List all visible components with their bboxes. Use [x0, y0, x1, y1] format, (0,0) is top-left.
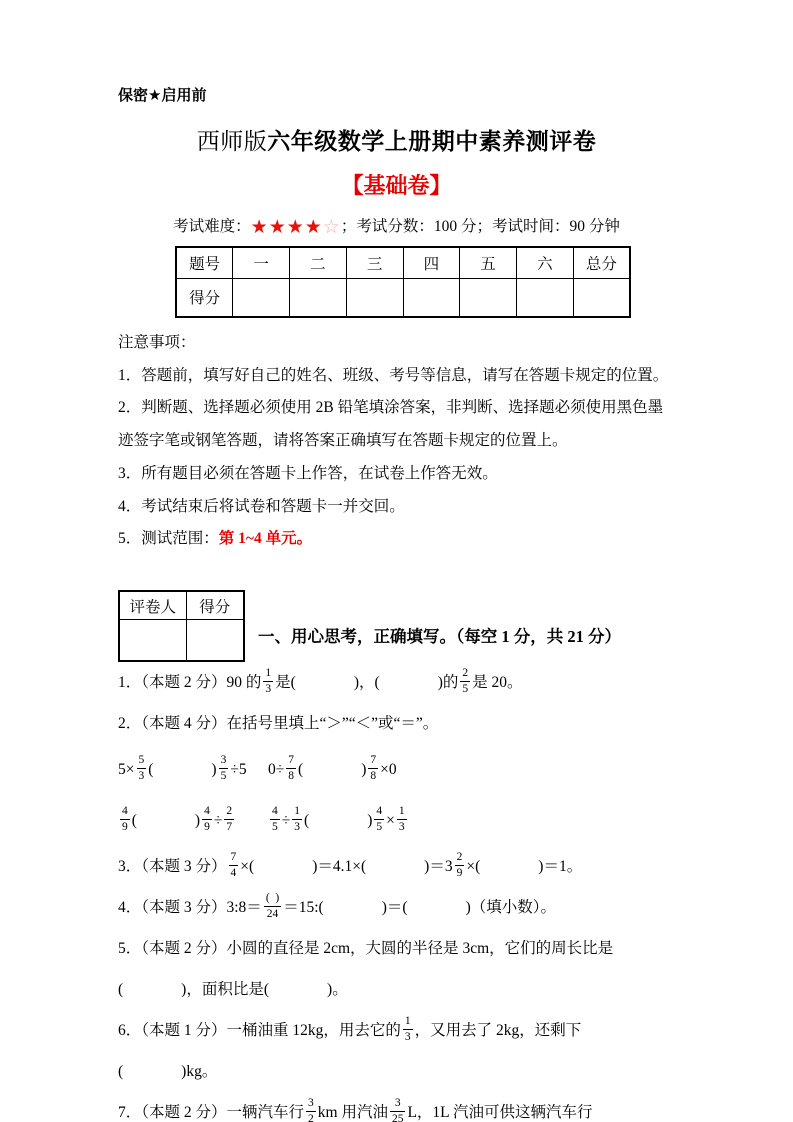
exam-range-highlight: 第 1~4 单元。 [218, 530, 313, 548]
question-text: × [240, 857, 250, 875]
answer-blank-close: ) [367, 811, 373, 829]
notice-section [118, 327, 675, 556]
grader-score-empty-cell [186, 620, 244, 661]
comparison-expression-2 [268, 753, 418, 787]
answer-blank-close: ) [465, 898, 471, 916]
notice-item-5 [118, 523, 675, 556]
question-text: ÷ [213, 811, 223, 829]
question-text: 0÷ [268, 760, 285, 778]
question-text: ＝4.1× [317, 857, 361, 875]
secrecy-label: 保密★启用前 [118, 87, 207, 104]
question-text: ，又用去了 2kg，还剩下 [414, 1021, 582, 1039]
fraction: $\frac{7}{8}$ [288, 754, 295, 782]
question-text: kg。 [186, 1062, 218, 1080]
star-empty-icon: ☆ [322, 217, 341, 238]
fraction: $\frac{4}{9}$ [204, 805, 210, 833]
questions-section [118, 666, 675, 1122]
answer-blank-close: ) [181, 980, 187, 998]
question-6-line-2 [118, 1055, 675, 1089]
mixed-number-whole: 3 [444, 857, 453, 875]
question-6 [118, 1014, 675, 1048]
answer-blank-open: ( [131, 811, 137, 829]
fraction: $\frac{1}{3}$ [294, 805, 301, 833]
answer-blank-open: ( [374, 673, 380, 691]
fraction: $\frac{4}{9}$ [122, 805, 128, 833]
comparison-expression-3 [118, 804, 268, 838]
question-text: × [466, 857, 476, 875]
score-table [175, 246, 631, 318]
paper-title [118, 123, 675, 156]
grader-score-label: 得分 [186, 591, 244, 620]
fraction: $\frac{1}{3}$ [404, 1015, 411, 1043]
question-5 [118, 932, 675, 966]
difficulty-label: 考试难度： [173, 218, 251, 235]
score-table-score-row [176, 278, 630, 317]
fraction: $\frac{3}{5}$ [220, 754, 227, 782]
score-table-header-cell: 题号 [176, 247, 233, 278]
question-text: 5× [118, 760, 135, 778]
notice-item-2: 2．判断题、选择题必须使用 2B 铅笔填涂答案，非判断、选择题必须使用黑色墨迹签字笔或钢笔答题，请将答案正确填写在答题卡规定的位置上。 [118, 399, 664, 450]
question-text: km 用汽油 [317, 1103, 388, 1121]
grader-box-header-row [119, 591, 244, 620]
question-text: ，面积比是 [186, 980, 264, 998]
question-text: 是 20。 [472, 673, 523, 691]
fraction: $\frac{3}{2}$ [308, 1097, 314, 1122]
score-table-empty-cell [346, 278, 403, 317]
score-table-empty-cell [517, 278, 574, 317]
answer-blank-close: ) [327, 980, 333, 998]
score-table-header-row [176, 247, 630, 278]
question-text: 2．（本题 4 分）在括号里填上“＞”“＜”或“＝”。 [118, 714, 439, 732]
score-table-row-label: 得分 [176, 278, 233, 317]
score-table-empty-cell [573, 278, 630, 317]
answer-blank-close: ) [538, 857, 544, 875]
question-text: ＝1。 [543, 857, 583, 875]
answer-blank-open: ( [360, 857, 367, 875]
score-table-empty-cell [290, 278, 347, 317]
answer-blank-open: ( [318, 898, 324, 916]
question-text: （填小数）。 [470, 898, 557, 916]
fraction: $\frac{1}{3}$ [398, 805, 405, 833]
question-3 [118, 850, 675, 884]
fraction: $\frac{7}{8}$ [370, 754, 377, 782]
question-text: ×0 [380, 760, 397, 778]
grader-box-empty-row [119, 620, 244, 661]
answer-blank-close: ) [437, 673, 443, 691]
answer-blank-open: ( [148, 760, 154, 778]
comparison-expression-1 [118, 753, 268, 787]
fraction: $\frac{7}{4}$ [230, 851, 237, 879]
question-text: ＝ [429, 857, 445, 875]
question-text: 5．（本题 2 分）小圆的直径是 2cm，大圆的半径是 3cm，它们的周长比是 [118, 939, 614, 957]
question-text: ＝15: [283, 898, 319, 916]
fraction: $\frac{2}{7}$ [226, 805, 233, 833]
star-filled-icon: ★★★★ [250, 217, 323, 238]
answer-blank-open: ( [249, 857, 255, 875]
question-text: 。 [332, 980, 348, 998]
answer-blank-close: ) [181, 1062, 187, 1080]
score-table-header-cell: 三 [346, 247, 403, 278]
question-7 [118, 1096, 675, 1122]
grader-section [118, 590, 675, 662]
paper-title-main: 六年级数学上册期中素养测评卷 [267, 128, 597, 154]
grader-label: 评卷人 [119, 591, 186, 620]
answer-blank-open: ( [290, 673, 296, 691]
answer-blank-open: ( [263, 980, 270, 998]
score-table-empty-cell [403, 278, 460, 317]
score-table-empty-cell [233, 278, 290, 317]
answer-blank-open: ( [475, 857, 481, 875]
exam-score-time: ；考试分数：100 分；考试时间：90 分钟 [340, 218, 620, 235]
question-text: ÷ [281, 811, 291, 829]
answer-blank-open: ( [402, 898, 408, 916]
fraction: $\frac{2}{5}$ [462, 667, 469, 695]
score-table-header-cell: 五 [460, 247, 517, 278]
difficulty-star-rating [251, 217, 341, 238]
question-text: 3．（本题 3 分） [118, 857, 227, 875]
question-text: ＝ [386, 898, 403, 916]
question-2-row-2 [118, 799, 675, 843]
paper-subtitle: 【基础卷】 [341, 173, 452, 198]
question-5-line-2 [118, 973, 675, 1007]
question-4 [118, 891, 675, 925]
answer-blank-close: ) [353, 673, 359, 691]
fraction: $\frac{3}{25}$ [391, 1097, 404, 1122]
notice-title: 注意事项： [118, 334, 196, 351]
notice-item-1: 1．答题前，填写好自己的姓名、班级、考号等信息，请写在答题卡规定的位置。 [118, 366, 669, 384]
score-table-header-cell: 总分 [573, 247, 630, 278]
fraction: $\frac{1}{3}$ [265, 667, 272, 695]
fraction: $\frac{4}{5}$ [376, 805, 383, 833]
question-text: 4．（本题 3 分）3:8＝ [118, 898, 262, 916]
score-table-header-cell: 四 [403, 247, 460, 278]
notice-item-5-label: 5．测试范围： [118, 530, 219, 548]
question-text: 1．（本题 2 分）90 的 [118, 673, 262, 691]
score-table-header-cell: 一 [233, 247, 290, 278]
question-text: ， [359, 673, 375, 691]
fraction: $\frac{5}{3}$ [138, 754, 145, 782]
question-text: 是 [275, 673, 291, 691]
answer-blank-close: ) [361, 760, 367, 778]
answer-blank-close: ) [194, 811, 201, 829]
notice-item-4: 4．考试结束后将试卷和答题卡一并交回。 [118, 497, 405, 515]
question-text: 6．（本题 1 分）一桶油重 12kg，用去它的 [118, 1021, 401, 1039]
answer-blank-close: ) [211, 760, 217, 778]
question-text: L，1L 汽油可供这辆汽车行 [407, 1103, 593, 1121]
answer-blank-close: ) [424, 857, 430, 875]
score-table-header-cell: 二 [290, 247, 347, 278]
notice-item-3: 3．所有题目必须在答题卡上作答，在试卷上作答无效。 [118, 464, 498, 482]
answer-blank-open: ( [304, 811, 310, 829]
question-text: × [386, 811, 395, 829]
fraction: $\frac{4}{5}$ [272, 805, 278, 833]
answer-blank-open: ( [118, 980, 124, 998]
fraction: $\frac{2}{9}$ [456, 851, 463, 879]
score-table-empty-cell [460, 278, 517, 317]
question-text: ÷5 [230, 760, 247, 778]
question-1 [118, 666, 675, 700]
answer-blank-open: ( [118, 1062, 124, 1080]
question-text: 的 [442, 673, 459, 691]
exam-meta-line [118, 214, 675, 239]
answer-blank-close: ) [312, 857, 318, 875]
paper-title-prefix: 西师版 [196, 128, 268, 154]
answer-blank-close: ) [381, 898, 387, 916]
question-2 [118, 707, 675, 741]
grader-empty-cell [119, 620, 186, 661]
answer-blank-open: ( [298, 760, 304, 778]
question-2-row-1 [118, 748, 675, 792]
score-table-header-cell: 六 [517, 247, 574, 278]
comparison-expression-4 [268, 804, 418, 838]
grader-score-box [118, 590, 245, 662]
fraction: $\frac{( )}{24}$ [265, 892, 280, 920]
section-1-heading: 一、用心思考，正确填写。（每空 1 分，共 21 分） [258, 626, 621, 646]
question-text: 7．（本题 2 分）一辆汽车行 [118, 1103, 305, 1121]
